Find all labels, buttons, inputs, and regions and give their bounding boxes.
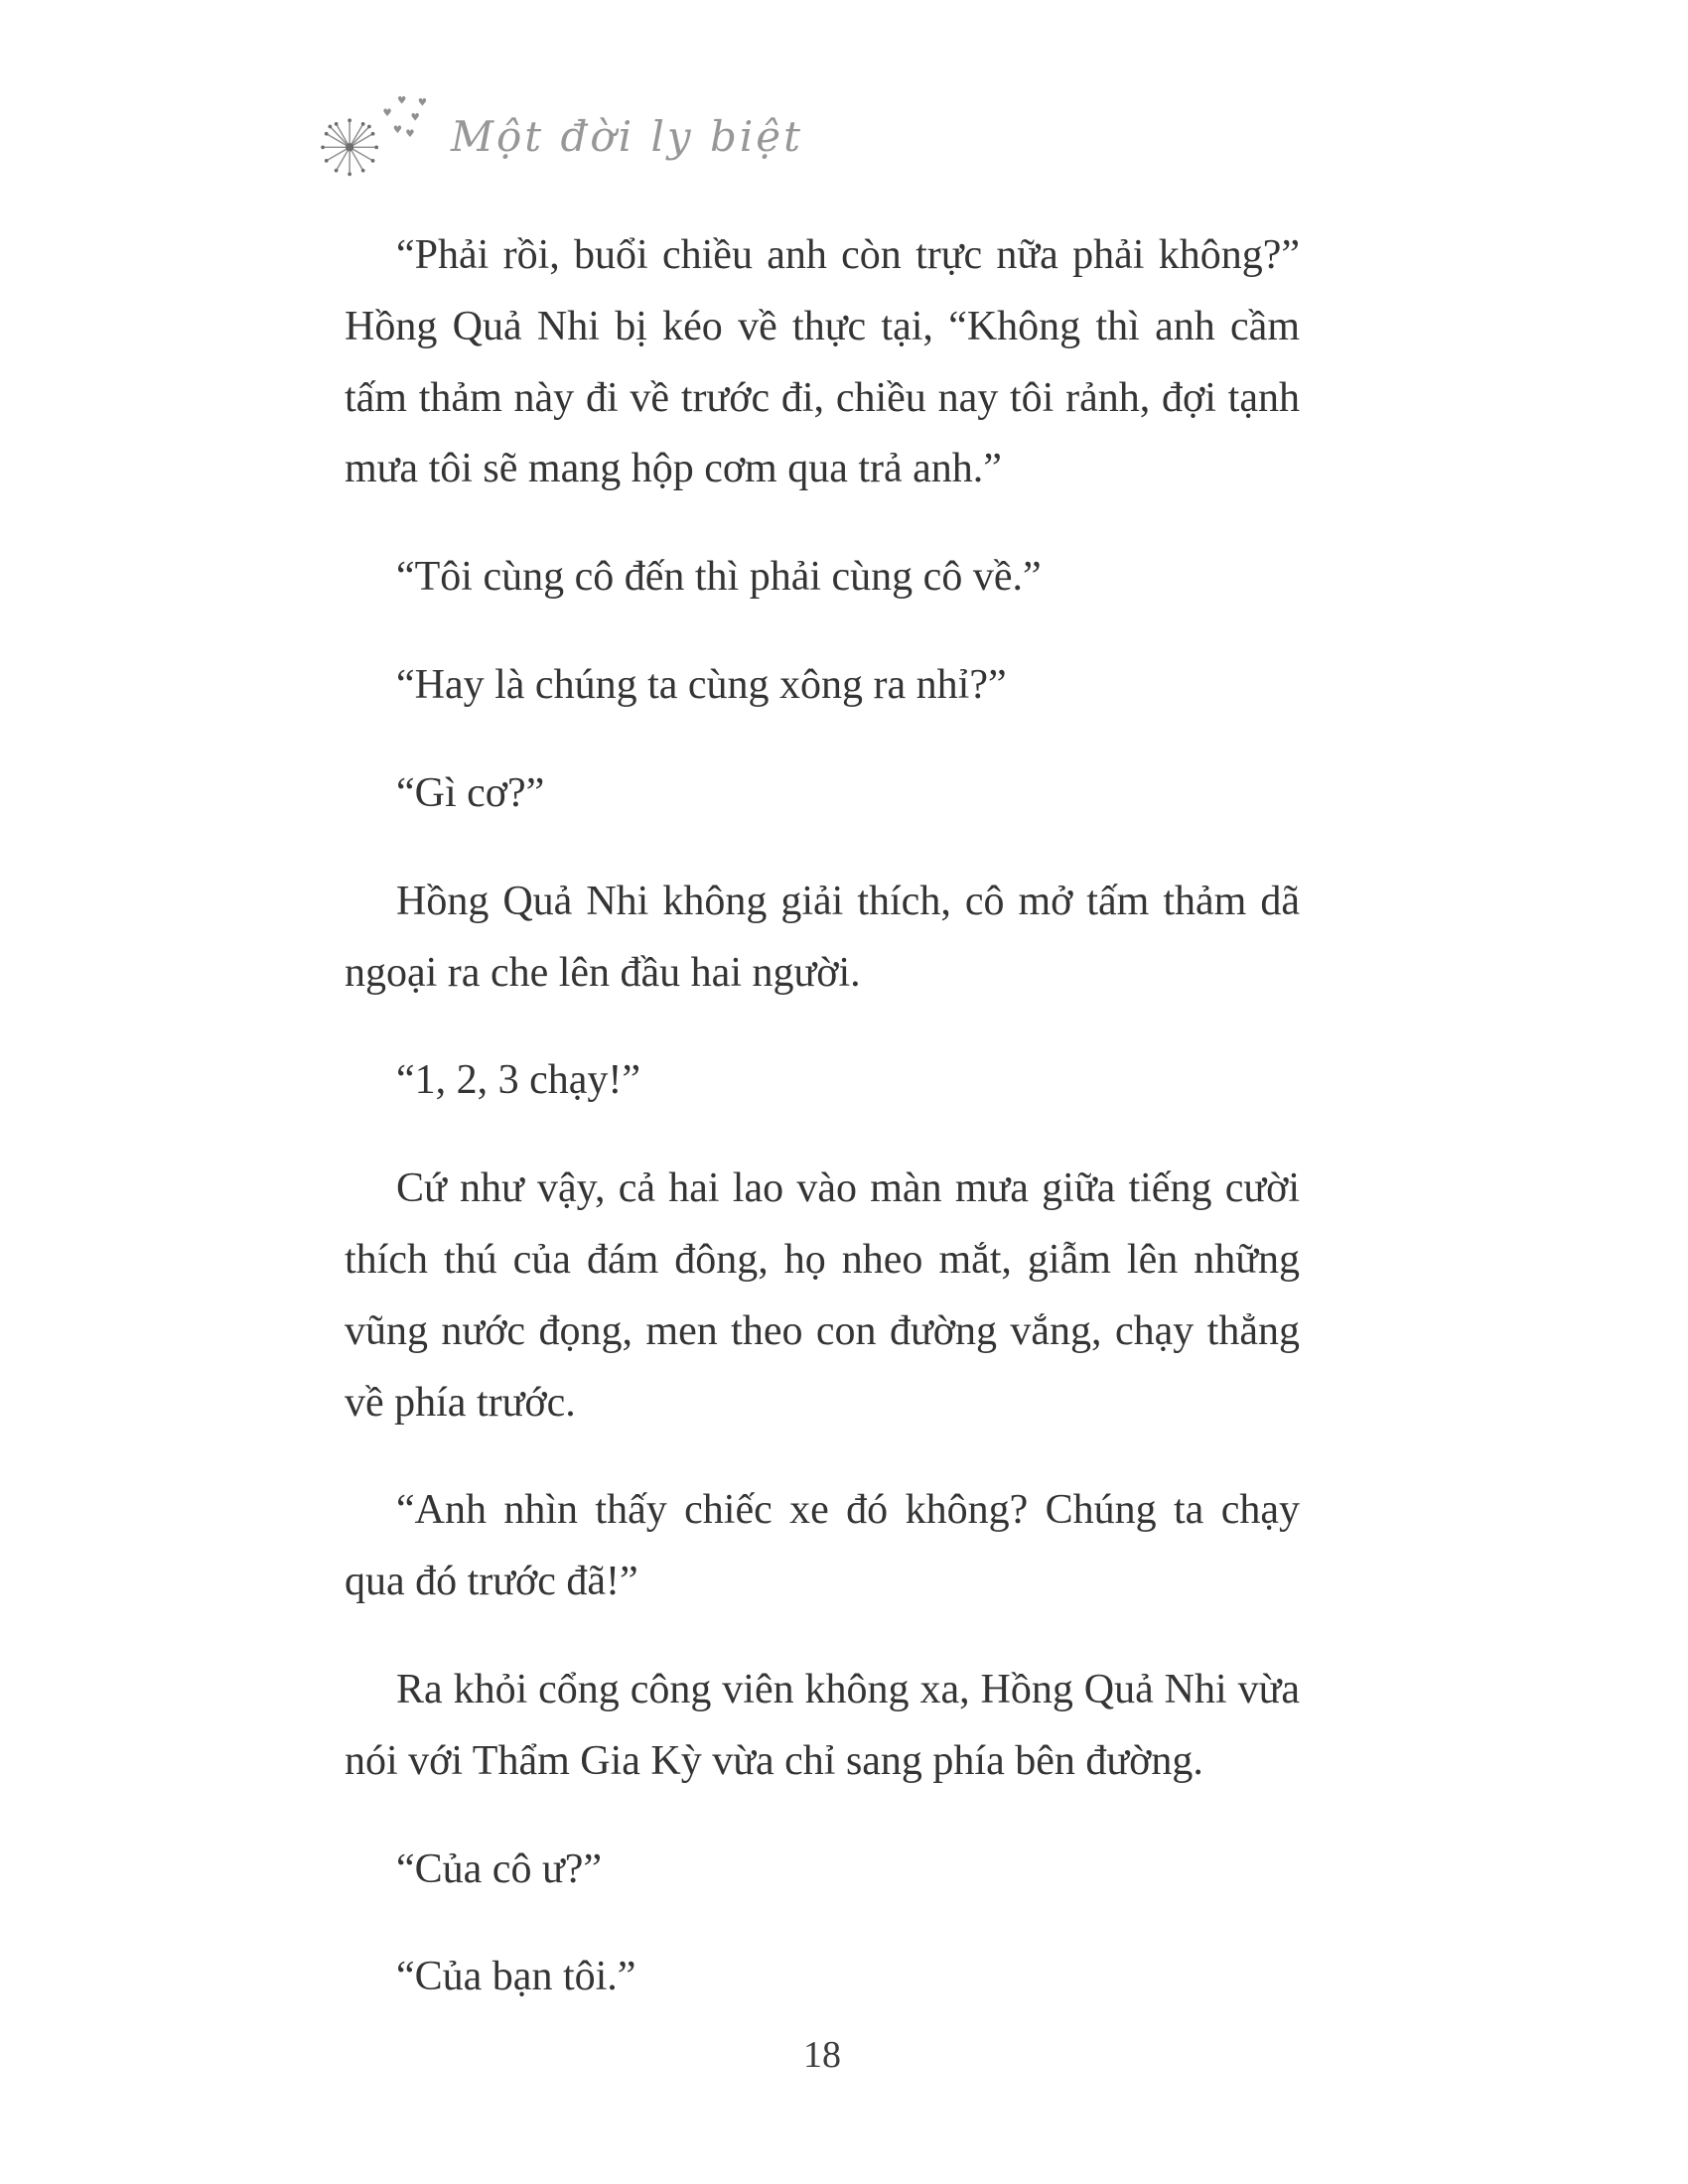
paragraph: Hồng Quả Nhi không giải thích, cô mở tấm thảm dã ngoại ra che lên đầu hai người. [345,878,1300,996]
page-number: 18 [803,2034,841,2076]
body-text [345,220,1300,2050]
paragraph: Cứ như vậy, cả hai lao vào màn mưa giữa tiếng cười thích thú của đám đông, họ nheo mắt, giẫm lên những vũng nước đọng, men theo con đường vắng, chạy thẳng về phía trước. [345,1165,1300,1426]
paragraph: “Của bạn tôi.” [396,1954,636,2000]
svg-text:♥: ♥ [405,127,415,140]
page-header [308,87,803,191]
paragraph: “1, 2, 3 chạy!” [396,1057,641,1104]
svg-text:♥: ♥ [396,94,407,107]
book-title: Một đời ly biệt [451,111,804,161]
svg-text:♥: ♥ [410,111,420,124]
paragraph: “Tôi cùng cô đến thì phải cùng cô về.” [396,554,1042,601]
paragraph: “Của cô ư?” [396,1845,602,1892]
paragraph: “Hay là chúng ta cùng xông ra nhỉ?” [396,662,1007,709]
paragraph: Ra khỏi cổng công viên không xa, Hồng Quả Nhi vừa nói với Thẩm Gia Kỳ vừa chỉ sang phía bên đường. [345,1667,1300,1784]
dandelion-icon [308,87,437,191]
paragraph: “Phải rồi, buổi chiều anh còn trực nữa phải không?” Hồng Quả Nhi bị kéo về thực tại, “Không thì anh cầm tấm thảm này đi về trước đi, chiều nay tôi rảnh, đợi tạnh mưa tôi sẽ mang hộp cơm qua trả anh.” [345,232,1300,492]
paragraph: “Gì cơ?” [396,769,545,816]
svg-text:♥: ♥ [417,96,428,109]
paragraph: “Anh nhìn thấy chiếc xe đó không? Chúng ta chạy qua đó trước đã!” [345,1487,1300,1605]
svg-text:♥: ♥ [392,123,403,136]
svg-text:♥: ♥ [382,107,392,120]
